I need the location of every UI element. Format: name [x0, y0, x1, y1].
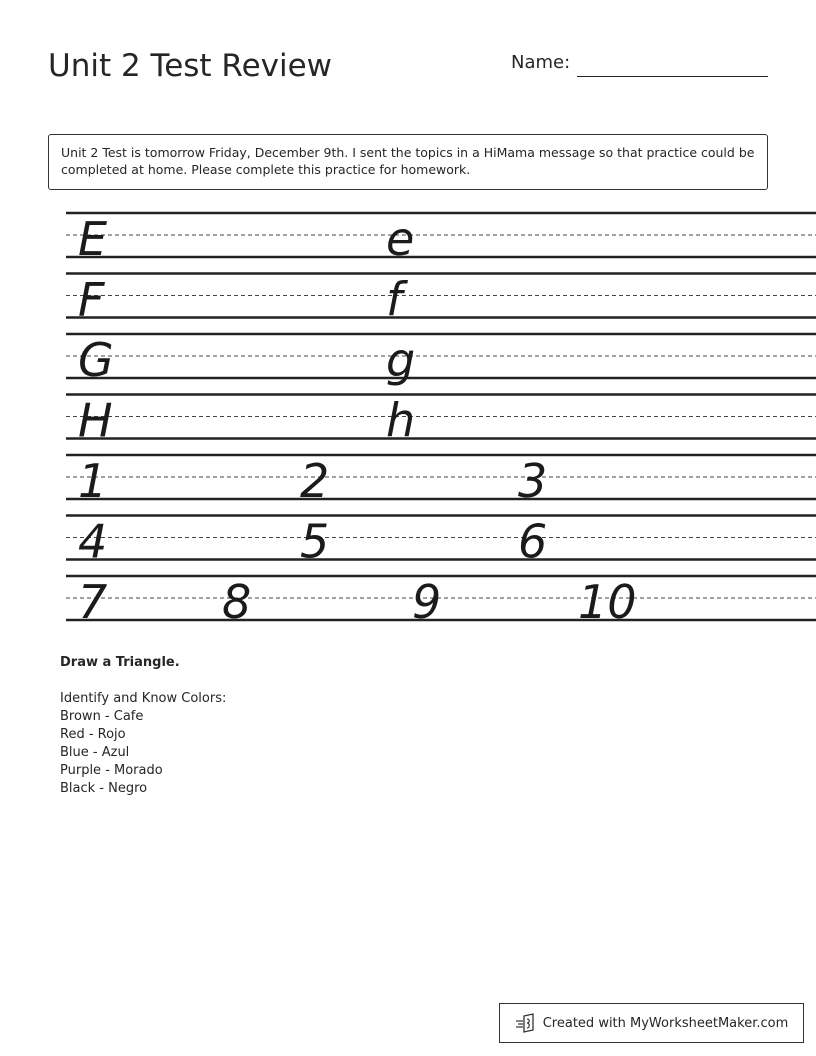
handwriting-lines — [66, 213, 816, 620]
instructions — [60, 654, 226, 798]
handwriting-practice-sheet — [0, 208, 816, 628]
footer-credit — [499, 1003, 804, 1043]
handwriting-character: h — [386, 393, 416, 448]
handwriting-character: 10 — [578, 575, 637, 628]
handwriting-character: f — [386, 272, 403, 327]
handwriting-character: 5 — [300, 514, 330, 569]
handwriting-character: 1 — [78, 454, 108, 508]
footer-text: Created with MyWorksheetMaker.com — [542, 1015, 789, 1031]
color-item-3: Blue - Azul — [60, 745, 130, 760]
color-item-4: Purple - Morado — [60, 763, 163, 778]
handwriting-character: 4 — [78, 514, 108, 569]
handwriting-character: 6 — [518, 514, 548, 569]
color-item-5: Black - Negro — [60, 781, 148, 796]
notice-box — [48, 134, 768, 190]
color-item-1: Brown - Cafe — [60, 709, 144, 724]
handwriting-character: G — [78, 333, 114, 387]
page-title: Unit 2 Test Review — [48, 48, 333, 84]
handwriting-character: 8 — [222, 575, 252, 628]
name-field-line — [577, 76, 768, 77]
handwriting-character: 2 — [300, 454, 330, 508]
handwriting-character: e — [386, 212, 415, 266]
handwriting-character: g — [386, 333, 416, 387]
name-label: Name: — [511, 52, 571, 73]
colors-heading: Identify and Know Colors: — [60, 691, 227, 706]
handwriting-character: F — [78, 272, 105, 327]
notice-text: Unit 2 Test is tomorrow Friday, December 9th. I sent the topics in a HiMama message so that practice could be completed at home. Please complete this practice for homework. — [61, 145, 755, 177]
worksheet-maker-logo-icon — [515, 1013, 537, 1033]
handwriting-character: E — [78, 212, 108, 266]
handwriting-character: H — [78, 393, 113, 448]
draw-triangle-instruction: Draw a Triangle. — [60, 655, 180, 670]
handwriting-character: 7 — [78, 575, 108, 628]
color-item-2: Red - Rojo — [60, 727, 126, 742]
handwriting-character: 3 — [518, 454, 548, 508]
handwriting-character: 9 — [412, 575, 442, 628]
